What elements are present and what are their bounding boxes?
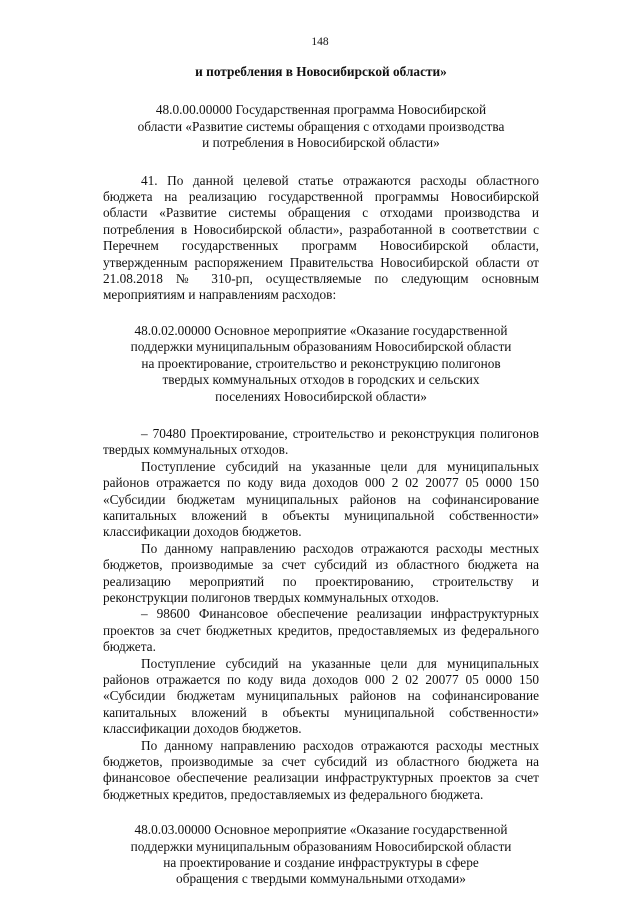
measure-1-title-line: 48.0.02.00000 Основное мероприятие «Оказание государственной: [134, 322, 508, 338]
section-heading: и потребления в Новосибирской области»: [195, 64, 447, 79]
program-title: [103, 102, 539, 151]
measure-1-title-line: поддержки муниципальным образованиям Новосибирской области: [130, 339, 512, 355]
page-number: 148: [311, 36, 329, 48]
document-body: [103, 64, 539, 888]
measure-1-title: [103, 323, 539, 405]
local-budget-expenses-paragraph: По данному направлению расходов отражаются расходы местных бюджетов, производимые за счет субсидий из областного бюджета на финансовое обеспечение реализации инфраструктурных проектов за счет бюджетных кредитов, предоставляемых из федерального бюджета.: [103, 737, 539, 802]
measure-2-title: [103, 822, 539, 888]
program-title-line: 48.0.00.00000 Государственная программа Новосибирской: [155, 102, 487, 118]
measure-2-title-line: поддержки муниципальным образованиям Новосибирской области: [130, 838, 512, 854]
measure-2-title-line: обращения с твердыми коммунальными отходами»: [176, 871, 466, 887]
expense-direction-70480: – 70480 Проектирование, строительство и реконструкция полигонов твердых коммунальных отходов.: [103, 425, 539, 458]
expense-direction-98600: – 98600 Финансовое обеспечение реализации инфраструктурных проектов за счет бюджетных кредитов, предоставляемых из федерального бюджета.: [103, 606, 539, 655]
program-title-line: и потребления в Новосибирской области»: [202, 135, 440, 151]
local-budget-expenses-paragraph: По данному направлению расходов отражаются расходы местных бюджетов, производимые за счет субсидий из областного бюджета на реализацию мероприятий по проектированию, строительству и реконструкции полигонов твердых коммунальных отходов.: [103, 540, 539, 605]
subsidy-income-paragraph: Поступление субсидий на указанные цели для муниципальных районов отражается по коду вида доходов 000 2 02 20077 05 0000 150 «Субсидии бюджетам муниципальных районов на софинансирование капитальных вложений в объекты муниципальной собственности» классификации доходов бюджетов.: [103, 655, 539, 737]
measure-1-title-line: на проектирование, строительство и реконструкцию полигонов: [141, 355, 501, 371]
program-title-line: области «Развитие системы обращения с отходами производства: [137, 118, 505, 134]
paragraph-41: 41. По данной целевой статье отражаются расходы областного бюджета на реализацию государственной программы Новосибирской области «Развитие системы обращения с отходами производства и потребления в Новосибирской области», разработанной в соответствии с Перечнем государственных программ Новосибирской области, утвержденным распоряжением Правительства Новосибирской области от 21.08.2018 № 310-рп, осуществляемые по следующим основным мероприятиям и направлениям расходов:: [103, 172, 539, 303]
subsidy-income-paragraph: Поступление субсидий на указанные цели для муниципальных районов отражается по коду вида доходов 000 2 02 20077 05 0000 150 «Субсидии бюджетам муниципальных районов на софинансирование капитальных вложений в объекты муниципальной собственности» классификации доходов бюджетов.: [103, 458, 539, 540]
measure-1-title-line: поселениях Новосибирской области»: [215, 388, 427, 404]
measure-1-title-line: твердых коммунальных отходов в городских и сельских: [162, 372, 480, 388]
measure-2-title-line: на проектирование и создание инфраструктуры в сфере: [163, 855, 479, 871]
measure-2-title-line: 48.0.03.00000 Основное мероприятие «Оказание государственной: [134, 822, 508, 838]
